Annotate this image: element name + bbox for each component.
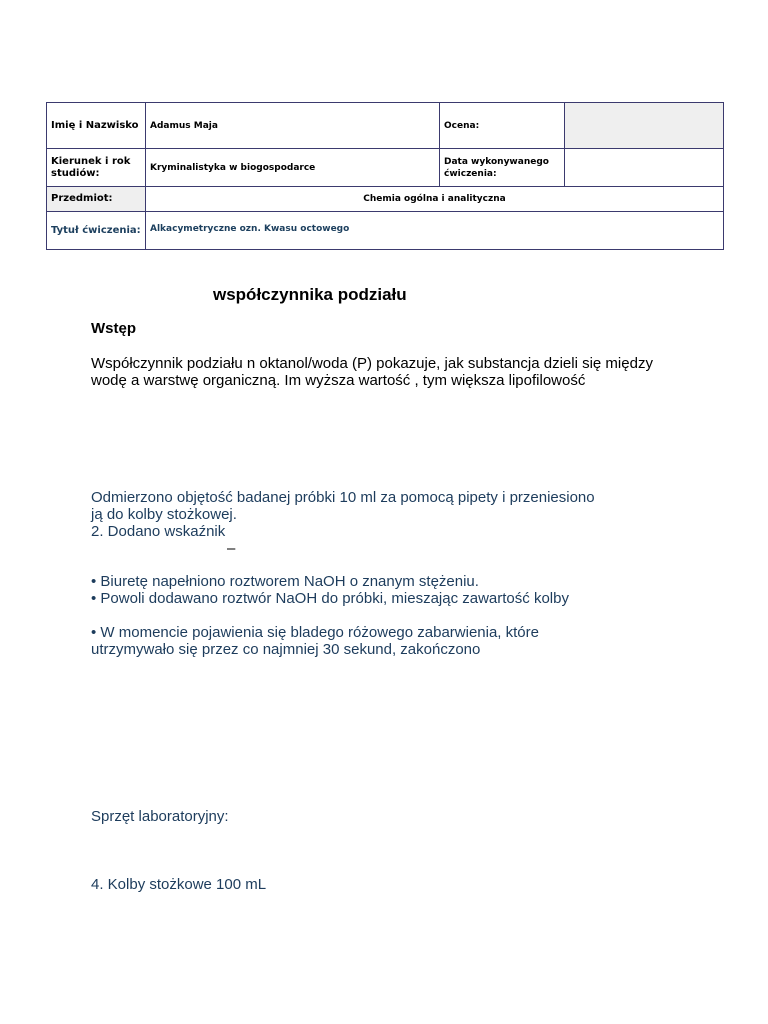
exercise-label: Tytuł ćwiczenia: [47,212,146,250]
intro-line: wodę a warstwę organiczną. Im wyższa wartość , tym większa lipofilowość [91,372,586,389]
dash-mark: – [227,540,236,557]
step-line: ją do kolby stożkowej. [91,506,237,523]
header-row-exercise [47,212,724,250]
step-line: Odmierzono objętość badanej próbki 10 ml za pomocą pipety i przeniesiono [91,489,595,506]
header-row-name [47,103,724,149]
procedure-block [91,489,595,540]
exercise-value: Alkacymetryczne ozn. Kwasu octowego [146,212,724,250]
step-line: 2. Dodano wskaźnik [91,523,226,540]
field-label: Kierunek i rok studiów: [47,149,146,187]
subject-value: Chemia ogólna i analityczna [146,187,724,212]
equipment-item: 4. Kolby stożkowe 100 mL [91,876,267,893]
bullet-item: • Powoli dodawano roztwór NaOH do próbki, mieszając zawartość kolby [91,590,569,607]
grade-value [565,103,724,149]
bullet-item-endpoint [91,624,539,658]
bullet-line: utrzymywało się przez co najmniej 30 sekund, zakończono [91,641,481,658]
name-value: Adamus Maja [146,103,440,149]
header-row-field [47,149,724,187]
equipment-heading: Sprzęt laboratoryjny: [91,808,229,825]
page-title: współczynnika podziału [213,285,407,304]
subject-label: Przedmiot: [47,187,146,212]
intro-heading: Wstęp [91,320,136,337]
header-table [46,102,724,250]
intro-line: Współczynnik podziału n oktanol/woda (P) pokazuje, jak substancja dzieli się między [91,355,653,372]
intro-paragraph [91,355,653,389]
bullet-line: • W momencie pojawienia się bladego różowego zabarwienia, które [91,624,539,641]
field-value: Kryminalistyka w biogospodarce [146,149,440,187]
date-value [565,149,724,187]
grade-label: Ocena: [440,103,565,149]
name-label: Imię i Nazwisko [47,103,146,149]
header-row-subject [47,187,724,212]
bullet-list [91,573,569,607]
date-label: Data wykonywanego ćwiczenia: [440,149,565,187]
bullet-item: • Biuretę napełniono roztworem NaOH o znanym stężeniu. [91,573,479,590]
